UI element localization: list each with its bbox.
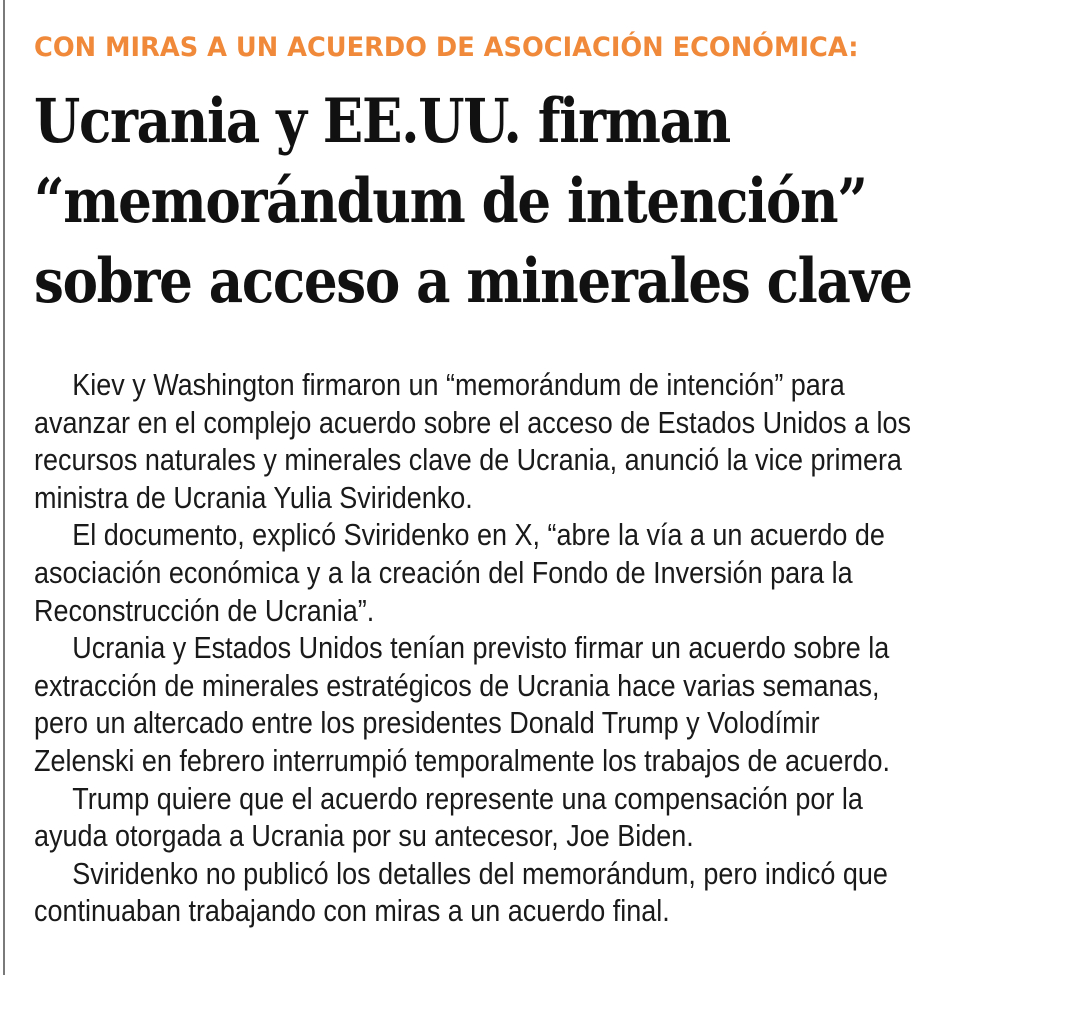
body-line: Zelenski en febrero interrumpió temporalmente los trabajos de acuerdo. [34, 742, 890, 778]
article-body [34, 366, 1061, 930]
headline-line: sobre acceso a minerales clave [34, 246, 912, 317]
headline-line: Ucrania y EE.UU. firman [34, 86, 730, 157]
body-line: pero un altercado entre los presidentes Donald Trump y Volodímir [34, 705, 820, 741]
body-line: ministra de Ucrania Yulia Sviridenko. [34, 479, 473, 515]
body-line: Kiev y Washington firmaron un “memorándum de intención” para [72, 367, 845, 402]
body-line: continuaban trabajando con miras a un acuerdo final. [34, 893, 670, 929]
body-line: El documento, explicó Sviridenko en X, “abre la vía a un acuerdo de [72, 517, 885, 553]
body-line: avanzar en el complejo acuerdo sobre el acceso de Estados Unidos a los [34, 404, 912, 440]
headline-line: “memorándum de intención” [34, 166, 867, 237]
body-line: Sviridenko no publicó los detalles del memorándum, pero indicó que [72, 855, 888, 891]
body-line: Ucrania y Estados Unidos tenían previsto firmar un acuerdo sobre la [72, 630, 890, 666]
article-kicker: CON MIRAS A UN ACUERDO DE ASOCIACIÓN ECONÓMICA: [34, 32, 859, 63]
body-line: ayuda otorgada a Ucrania por su antecesor, Joe Biden. [34, 818, 694, 854]
column-rule [3, 0, 5, 975]
body-line: Reconstrucción de Ucrania”. [34, 592, 375, 628]
body-line: Trump quiere que el acuerdo represente una compensación por la [72, 780, 863, 816]
body-line: asociación económica y a la creación del Fondo de Inversión para la [34, 554, 853, 590]
article-headline [34, 82, 1061, 322]
body-line: extracción de minerales estratégicos de Ucrania hace varias semanas, [34, 667, 880, 703]
news-article [34, 28, 1064, 929]
body-line: recursos naturales y minerales clave de Ucrania, anunció la vice primera [34, 442, 902, 478]
